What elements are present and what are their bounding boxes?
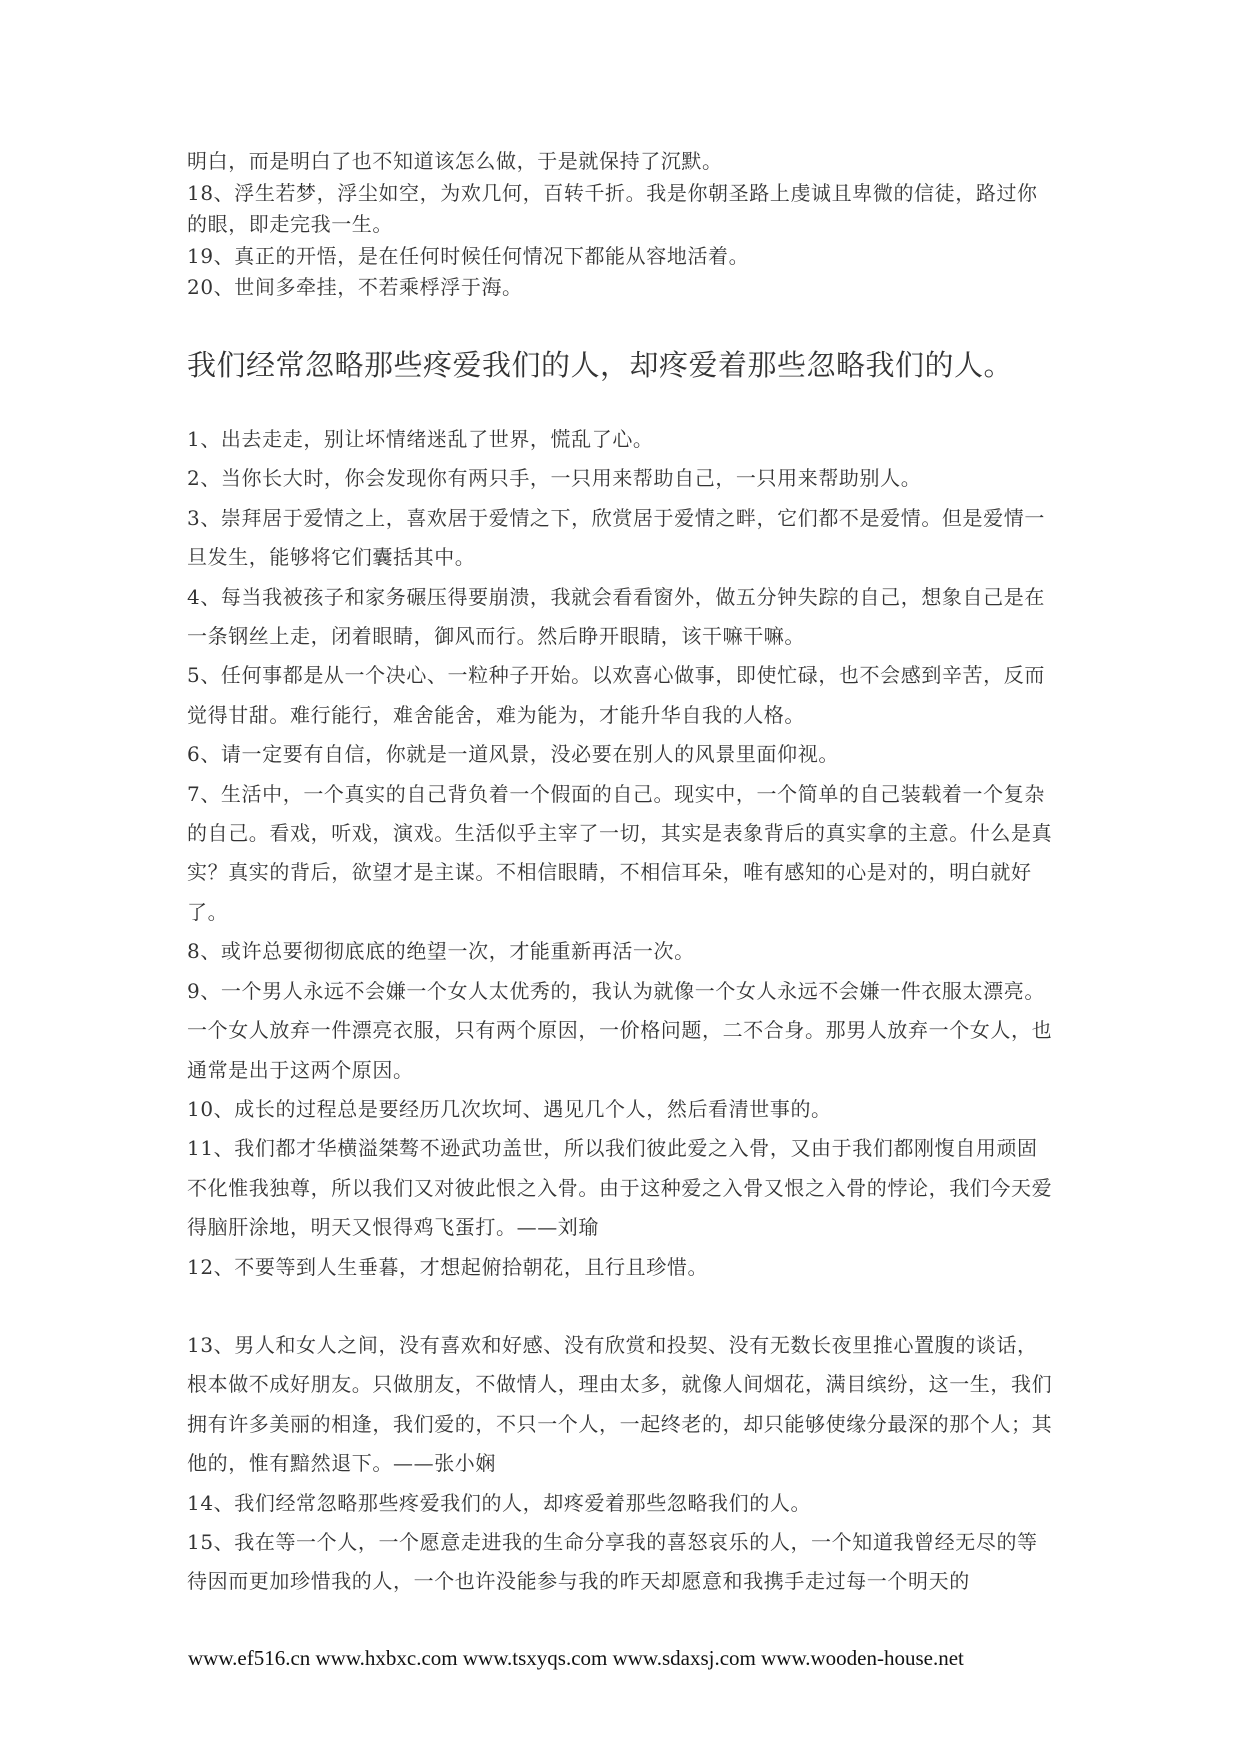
- list-item: 6、请一定要有自信，你就是一道风景，没必要在别人的风景里面仰视。: [187, 742, 839, 767]
- list-item: 4、每当我被孩子和家务碾压得要崩溃，我就会看看窗外，做五分钟失踪的自己，想象自己是在一条钢丝上走，闭着眼睛，御风而行。然后睁开眼睛，该干嘛干嘛。: [187, 584, 1045, 649]
- list-item: 2、当你长大时，你会发现你有两只手，一只用来帮助自己，一只用来帮助别人。: [187, 466, 922, 491]
- top-text-block: [187, 146, 1057, 304]
- section-heading: 我们经常忽略那些疼爱我们的人，却疼爱着那些忽略我们的人。: [187, 348, 1014, 382]
- list-item: 1、出去走走，别让坏情绪迷乱了世界，慌乱了心。: [187, 427, 654, 451]
- text-line: 明白，而是明白了也不知道该怎么做，于是就保持了沉默。: [187, 149, 723, 173]
- list-item: 15、我在等一个人，一个愿意走进我的生命分享我的喜怒哀乐的人，一个知道我曾经无尽的等待因而更加珍惜我的人，一个也许没能参与我的昨天却愿意和我携手走过每一个明天的: [187, 1529, 1038, 1594]
- list-item: 7、生活中，一个真实的自己背负着一个假面的自己。现实中，一个简单的自己装载着一个复杂的自己。看戏，听戏，演戏。生活似乎主宰了一切，其实是表象背后的真实拿的主意。什么是真实？真实的背后，欲望才是主谋。不相信眼睛，不相信耳朵，唯有感知的心是对的，明白就好了。: [187, 781, 1053, 924]
- numbered-list: [187, 420, 1057, 1602]
- list-item: 8、或许总要彻彻底底的绝望一次，才能重新再活一次。: [187, 939, 695, 964]
- footer-links: www.ef516.cn www.hxbxc.com www.tsxyqs.com www.sdaxsj.com www.wooden-house.net: [188, 1646, 964, 1670]
- list-item: 14、我们经常忽略那些疼爱我们的人，却疼爱着那些忽略我们的人。: [187, 1490, 812, 1515]
- list-item: 3、崇拜居于爱情之上，喜欢居于爱情之下，欣赏居于爱情之畔，它们都不是爱情。但是爱情一旦发生，能够将它们囊括其中。: [187, 505, 1045, 570]
- list-item: 20、世间多牵挂，不若乘桴浮于海。: [187, 275, 523, 299]
- list-item: 13、男人和女人之间，没有喜欢和好感、没有欣赏和投契、没有无数长夜里推心置腹的谈话，根本做不成好朋友。只做朋友，不做情人，理由太多，就像人间烟花，满目缤纷，这一生，我们拥有许多美丽的相逢，我们爱的，不只一个人，一起终老的，却只能够使缘分最深的那个人；其他的，惟有黯然退下。——张小娴: [187, 1332, 1053, 1476]
- list-item: 18、浮生若梦，浮尘如空，为欢几何，百转千折。我是你朝圣路上虔诚且卑微的信徒，路过你的眼，即走完我一生。: [187, 180, 1038, 236]
- list-item: 19、真正的开悟，是在任何时候任何情况下都能从容地活着。: [187, 243, 750, 268]
- list-item: 5、任何事都是从一个决心、一粒种子开始。以欢喜心做事，即使忙碌，也不会感到辛苦，反而觉得甘甜。难行能行，难舍能舍，难为能为，才能升华自我的人格。: [187, 663, 1045, 727]
- list-item: 10、成长的过程总是要经历几次坎坷、遇见几个人，然后看清世事的。: [187, 1096, 832, 1121]
- list-item: 9、一个男人永远不会嫌一个女人太优秀的，我认为就像一个女人永远不会嫌一件衣服太漂亮。一个女人放弃一件漂亮衣服，只有两个原因，一价格问题，二不合身。那男人放弃一个女人，也通常是出于这两个原因。: [187, 978, 1053, 1082]
- list-item: 12、不要等到人生垂暮，才想起俯拾朝花，且行且珍惜。: [187, 1254, 709, 1279]
- paragraph-gap: [187, 1287, 1057, 1326]
- list-item: 11、我们都才华横溢桀骜不逊武功盖世，所以我们彼此爱之入骨，又由于我们都刚愎自用顽固不化惟我独尊，所以我们又对彼此恨之入骨。由于这种爱之入骨又恨之入骨的悖论，我们今天爱得脑肝涂地，明天又恨得鸡飞蛋打。——刘瑜: [187, 1136, 1053, 1240]
